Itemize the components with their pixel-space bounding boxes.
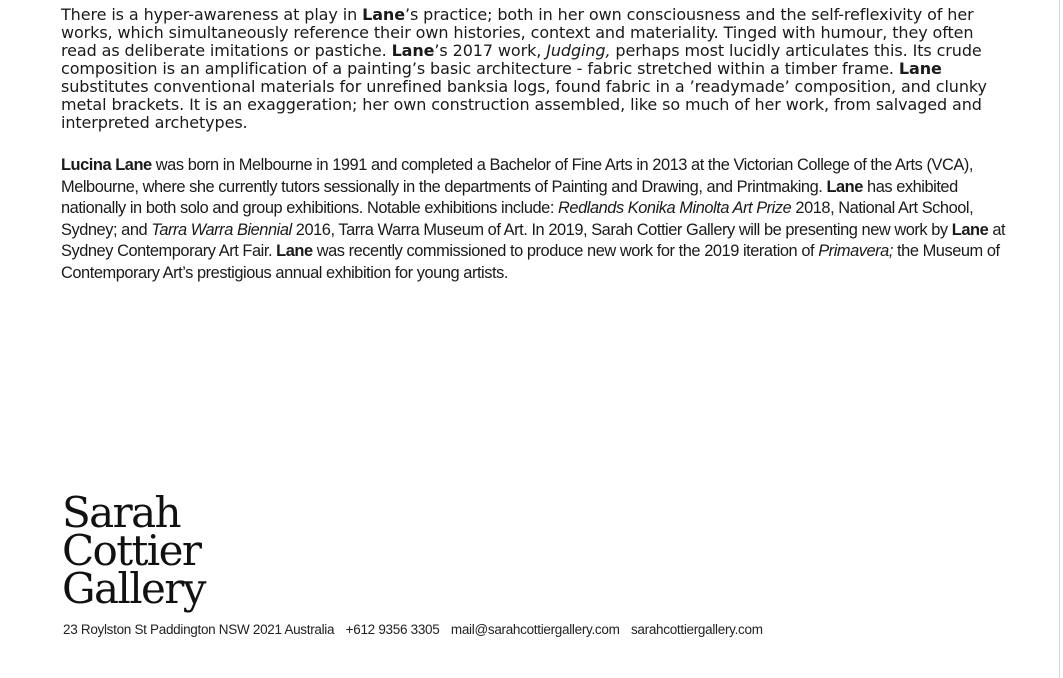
artist-name: Lane — [362, 5, 405, 24]
contact-footer — [63, 622, 771, 637]
phone-text: +612 9356 3305 — [345, 622, 440, 637]
bio-text-5: at Sydney Contemporary Art Fair. — [61, 220, 1006, 260]
bio-text-3: 2018, National Art School, Sydney; and — [61, 199, 974, 239]
exhibition-title: Primavera; — [818, 242, 893, 260]
bio-text-1: was born in Melbourne in 1991 and completed a Bachelor of Fine Arts in 2013 at the Victorian College of the Arts (VCA), Melbourne, where she currently tutors sessionally in the departments of Painting and Drawing, and Printmaking. — [61, 156, 973, 196]
email-link[interactable]: mail@sarahcottiergallery.com — [450, 622, 620, 637]
logo-line: Cottier — [62, 526, 201, 575]
bio-text-2: has exhibited nationally in both solo and group exhibitions. Notable exhibitions include: — [61, 177, 958, 217]
bio-text-4: 2016, Tarra Warra Museum of Art. In 2019, Sarah Cottier Gallery will be presenting new work by — [291, 220, 952, 239]
artist-name: Lane — [826, 177, 863, 196]
bio-text-6: was recently commissioned to produce new work for the 2019 iteration of — [312, 242, 819, 260]
gallery-logo — [62, 488, 205, 613]
bio-text-7: the Museum of Contemporary Art’s prestigious annual exhibition for young artists. — [61, 242, 1000, 282]
logo-line: Sarah — [62, 488, 180, 537]
artist-name: Lane — [898, 59, 942, 78]
intro-paragraph — [61, 6, 1001, 132]
bio-paragraph — [61, 155, 1006, 284]
intro-text-3: ’s 2017 work, — [434, 41, 547, 60]
intro-text-2: ’s practice; both in her own consciousness and the self-reflexivity of her works, which simultaneously reference their own histories, context and materiality. Tinged with humour, they often read as deliberate imitations or pastiche. — [61, 5, 974, 60]
address-text: 23 Roylston St Paddington NSW 2021 Australia — [63, 622, 335, 637]
page-edge-divider — [1059, 0, 1060, 678]
exhibition-title: Redlands Konika Minolta Art Prize — [558, 199, 792, 217]
artist-name: Lane — [391, 41, 435, 60]
website-link[interactable]: sarahcottiergallery.com — [630, 622, 763, 637]
exhibition-title: Tarra Warra Biennial — [151, 220, 292, 239]
intro-text-1: There is a hyper-awareness at play in — [61, 5, 363, 24]
logo-line: Gallery — [62, 564, 205, 613]
artist-name: Lane — [951, 220, 989, 239]
intro-text-4: perhaps most lucidly articulates this. Its crude composition is an amplification of a painting’s basic architecture - fabric stretched within a timber frame. — [61, 41, 982, 78]
work-title: Judging, — [546, 41, 611, 60]
artist-name: Lane — [276, 242, 313, 260]
intro-text-5: substitutes conventional materials for unrefined banksia logs, found fabric in a ’readymade’ composition, and clunky metal brackets. It is an exaggeration; her own construction assembled, like so much of her work, from salvaged and interpreted archetypes. — [61, 77, 987, 132]
artist-full-name: Lucina Lane — [61, 156, 152, 174]
